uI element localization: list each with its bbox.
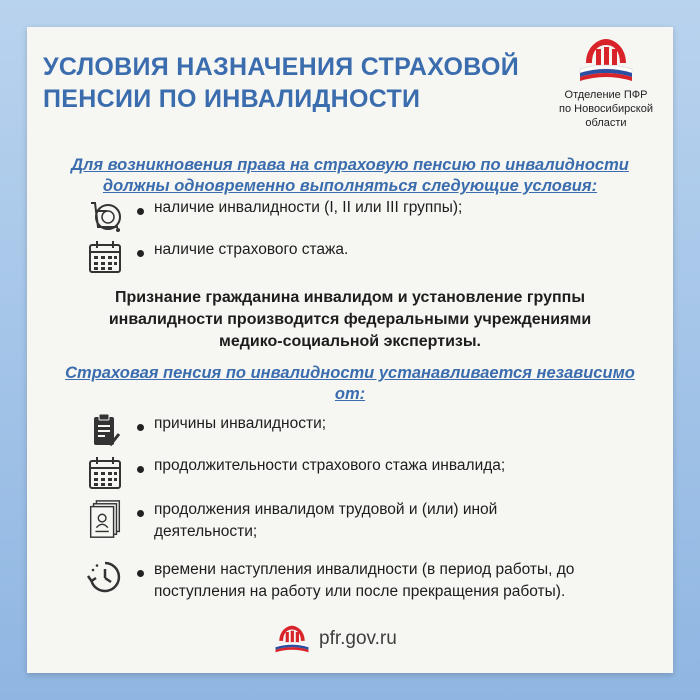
mse-note-line-1: Признание гражданина инвалидом и установление группы [114,289,586,306]
independence-text-line-1: времени наступления инвалидности (в период работы, до [154,561,575,578]
section2-heading [33,363,667,405]
independence-text-line-2: поступления на работу или после прекращения работы). [154,583,566,600]
pfr-logo-icon [576,35,636,85]
documents-icon [85,499,125,541]
section1-heading-line-1: Для возникновения права на страховую пенсию по инвалидности [71,156,629,174]
independence-text-line-2: деятельности; [154,523,258,540]
bullet [137,208,144,215]
independence-text [154,559,574,603]
infographic-card [27,27,673,673]
section2-heading-line-1: Страховая пенсия по инвалидности устанавливается независимо [65,364,635,382]
independence-item-cause [85,413,326,449]
bullet [137,250,144,257]
pfr-logo-icon [273,623,311,655]
bullet [137,570,144,577]
condition-item-disability [85,197,462,233]
clock-icon [85,559,125,595]
title-line-2: ПЕНСИИ ПО ИНВАЛИДНОСТИ [43,85,421,113]
section1-heading [33,155,667,197]
clipboard-check-icon [85,413,125,449]
org-caption-line-3: области [585,117,627,129]
independence-text: причины инвалидности; [154,415,327,432]
mse-note-line-2: инвалидности производится федеральными учреждениями [108,311,592,328]
condition-text: наличие инвалидности (I, II или III группы); [154,199,463,216]
independence-text [154,499,497,543]
wheelchair-icon [85,197,125,233]
bullet [137,424,144,431]
org-caption [547,88,665,130]
section2-heading-line-2: от: [334,385,366,403]
footer [273,623,397,655]
bullet [137,510,144,517]
title-line-1: УСЛОВИЯ НАЗНАЧЕНИЯ СТРАХОВОЙ [43,53,520,81]
independence-text: продолжительности страхового стажа инвалида; [154,457,506,474]
independence-item-onset-time [85,559,574,603]
mse-note [67,287,633,353]
independence-item-record-length [85,455,505,491]
condition-item-insurance-record [85,239,348,275]
site-link[interactable]: pfr.gov.ru [319,628,397,649]
bullet [137,466,144,473]
calendar-icon [85,239,125,275]
calendar-icon [85,455,125,491]
org-caption-line-1: Отделение ПФР [564,89,648,101]
org-caption-line-2: по Новосибирской [559,103,653,115]
independence-item-continued-work [85,499,497,543]
section1-heading-line-2: должны одновременно выполняться следующие условия: [102,177,598,195]
mse-note-line-3: медико-социальной экспертизы. [219,333,481,350]
page-title [43,51,523,115]
pfr-logo-block [547,35,665,130]
independence-text-line-1: продолжения инвалидом трудовой и (или) иной [154,501,498,518]
condition-text: наличие страхового стажа. [154,241,349,258]
